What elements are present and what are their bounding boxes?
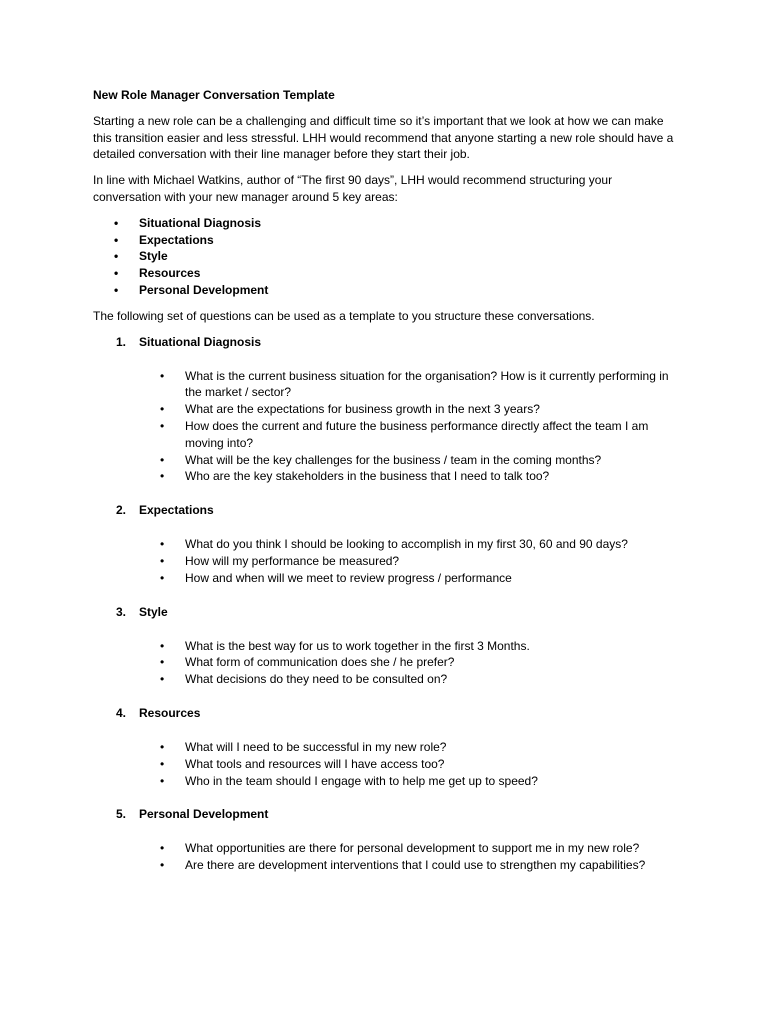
question-text: What are the expectations for business growth in the next 3 years?	[185, 402, 540, 417]
question-item	[93, 671, 683, 688]
bullet-icon: •	[160, 418, 165, 433]
section-number: 3.	[116, 604, 127, 619]
question-list	[93, 368, 683, 486]
key-area-item	[93, 282, 683, 299]
bullet-icon: •	[114, 249, 119, 264]
key-area-item	[93, 248, 683, 265]
document-body	[93, 87, 683, 891]
bullet-icon: •	[160, 655, 165, 670]
question-section	[93, 705, 683, 789]
key-areas-list	[93, 215, 683, 299]
question-text: What is the current business situation for the organisation? How is it currently performing in the market / sector?	[185, 368, 669, 400]
question-item	[93, 536, 683, 553]
bullet-icon: •	[160, 553, 165, 568]
section-title: Personal Development	[139, 807, 269, 822]
key-area-label: Situational Diagnosis	[139, 215, 262, 230]
section-title: Situational Diagnosis	[139, 334, 262, 349]
section-number: 2.	[116, 503, 127, 518]
bullet-icon: •	[160, 638, 165, 653]
question-item	[93, 401, 683, 418]
bullet-icon: •	[160, 570, 165, 585]
question-item	[93, 553, 683, 570]
bullet-icon: •	[160, 368, 165, 383]
question-item	[93, 756, 683, 773]
section-heading	[93, 502, 683, 519]
question-text: How does the current and future the business performance directly affect the team I am moving into?	[185, 418, 649, 450]
intro-paragraph: Starting a new role can be a challenging and difficult time so it’s important that we look at how we can make this transition easier and less stressful. LHH would recommend that anyone starting a new role should have a detailed conversation with their line manager before they start their job.	[93, 113, 674, 162]
key-area-item	[93, 232, 683, 249]
question-text: What opportunities are there for personal development to support me in my new role?	[185, 841, 640, 856]
key-area-label: Expectations	[139, 232, 214, 247]
question-item	[93, 368, 683, 402]
question-text: Who are the key stakeholders in the business that I need to talk too?	[185, 469, 550, 484]
question-item	[93, 840, 683, 857]
question-text: What is the best way for us to work together in the first 3 Months.	[185, 638, 530, 653]
question-text: Who in the team should I engage with to help me get up to speed?	[185, 773, 538, 788]
section-number: 5.	[116, 807, 127, 822]
bullet-icon: •	[114, 282, 119, 297]
question-section	[93, 502, 683, 586]
section-title: Resources	[139, 705, 201, 720]
question-item	[93, 857, 683, 874]
question-text: What form of communication does she / he prefer?	[185, 655, 455, 670]
question-text: What will be the key challenges for the business / team in the coming months?	[185, 452, 602, 467]
section-number: 4.	[116, 705, 127, 720]
question-list	[93, 840, 683, 874]
section-heading	[93, 604, 683, 621]
question-item	[93, 654, 683, 671]
question-text: What do you think I should be looking to accomplish in my first 30, 60 and 90 days?	[185, 537, 628, 552]
key-area-item	[93, 215, 683, 232]
question-item	[93, 418, 683, 452]
section-heading	[93, 806, 683, 823]
question-item	[93, 468, 683, 485]
template-intro: The following set of questions can be used as a template to you structure these conversations.	[93, 308, 595, 323]
key-area-label: Resources	[139, 266, 201, 281]
section-heading	[93, 705, 683, 722]
bullet-icon: •	[160, 841, 165, 856]
section-heading	[93, 334, 683, 351]
bullet-icon: •	[114, 215, 119, 230]
bullet-icon: •	[114, 232, 119, 247]
section-number: 1.	[116, 334, 127, 349]
question-item	[93, 570, 683, 587]
key-area-label: Style	[139, 249, 168, 264]
bullet-icon: •	[114, 266, 119, 281]
question-section	[93, 334, 683, 486]
question-list	[93, 638, 683, 688]
question-item	[93, 452, 683, 469]
bullet-icon: •	[160, 672, 165, 687]
bullet-icon: •	[160, 756, 165, 771]
question-text: How will my performance be measured?	[185, 553, 400, 568]
section-title: Expectations	[139, 503, 214, 518]
question-text: How and when will we meet to review progress / performance	[185, 570, 512, 585]
question-text: What tools and resources will I have access too?	[185, 756, 445, 771]
intro-paragraph: In line with Michael Watkins, author of “The first 90 days”, LHH would recommend structuring your conversation with your new manager around 5 key areas:	[93, 173, 613, 204]
bullet-icon: •	[160, 537, 165, 552]
question-text: What decisions do they need to be consulted on?	[185, 672, 448, 687]
bullet-icon: •	[160, 402, 165, 417]
bullet-icon: •	[160, 773, 165, 788]
document-title: New Role Manager Conversation Template	[93, 88, 335, 102]
bullet-icon: •	[160, 739, 165, 754]
question-list	[93, 536, 683, 586]
question-item	[93, 773, 683, 790]
question-section	[93, 604, 683, 688]
question-text: What will I need to be successful in my new role?	[185, 739, 447, 754]
question-section	[93, 806, 683, 874]
question-item	[93, 739, 683, 756]
section-title: Style	[139, 604, 168, 619]
key-area-item	[93, 265, 683, 282]
question-item	[93, 638, 683, 655]
bullet-icon: •	[160, 452, 165, 467]
bullet-icon: •	[160, 469, 165, 484]
key-area-label: Personal Development	[139, 282, 269, 297]
bullet-icon: •	[160, 858, 165, 873]
question-list	[93, 739, 683, 789]
question-text: Are there are development interventions that I could use to strengthen my capabilities?	[185, 858, 646, 873]
question-sections	[93, 334, 683, 874]
